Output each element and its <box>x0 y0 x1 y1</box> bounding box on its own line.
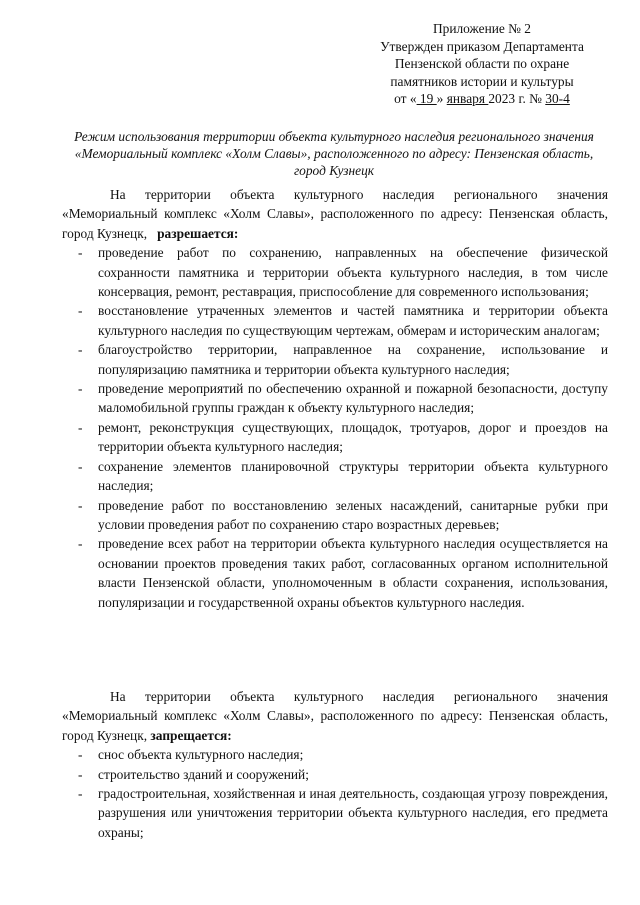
dash-bullet-icon: - <box>78 497 83 513</box>
prohibited-item-text: строительство зданий и сооружений; <box>98 766 309 782</box>
permitted-item-text: проведение работ по сохранению, направленных на обеспечение физической сохранности памятника и территории объекта культурного наследия, в том числе консервация, ремонт, реставрация, приспособление для современного использования; <box>98 245 608 300</box>
permitted-item-text: ремонт, реконструкция существующих, площадок, тротуаров, дорог и проездов на территории объекта культурного наследия; <box>98 419 608 455</box>
prohibited-intro <box>62 687 608 745</box>
approval-line: памятников истории и культуры <box>390 73 574 89</box>
prohibited-item <box>62 745 608 764</box>
prohibited-item-text: градостроительная, хозяйственная и иная деятельность, создающая угрозу повреждения, разрушения или уничтожения территории объекта культурного наследия, его предмета охраны; <box>98 786 608 840</box>
dash-bullet-icon: - <box>78 381 83 397</box>
permitted-section <box>62 185 608 612</box>
approval-stamp-block <box>360 20 604 108</box>
permitted-list <box>62 243 608 612</box>
permitted-item-text: благоустройство территории, направленное на сохранение, использование и популяризацию памятника и территории объекта культурного наследия; <box>98 342 608 377</box>
permitted-item <box>62 496 608 535</box>
dash-bullet-icon: - <box>78 766 83 782</box>
dash-bullet-icon: - <box>78 342 83 358</box>
permitted-intro-text: На территории объекта культурного наследия регионального значения «Мемориальный комплекс «Холм Славы», расположенного по адресу: Пензенская область, город Кузнецк, <box>62 187 608 241</box>
date-year: 2023 г. № <box>488 91 546 107</box>
date-prefix: от « <box>394 91 417 107</box>
dash-bullet-icon: - <box>78 419 83 435</box>
permitted-item <box>62 301 608 340</box>
date-month: января <box>446 91 489 107</box>
prohibited-item <box>62 784 608 842</box>
permitted-item-text: проведение работ по восстановлению зеленых насаждений, санитарные рубки при условии проведения работ по сохранению старо возрастных деревьев; <box>98 497 608 532</box>
permitted-item-text: восстановление утраченных элементов и частей памятника и территории объекта культурного наследия по существующим чертежам, обмерам и историческим аналогам; <box>98 303 608 338</box>
prohibited-item-text: снос объекта культурного наследия; <box>98 747 304 763</box>
dash-bullet-icon: - <box>78 536 83 552</box>
dash-bullet-icon: - <box>78 747 83 763</box>
date-day: 19 <box>416 91 437 107</box>
permitted-item <box>62 457 608 496</box>
permitted-item <box>62 243 608 301</box>
permitted-item <box>62 340 608 379</box>
prohibited-section <box>62 687 608 842</box>
document-title: Режим использования территории объекта культурного наследия регионального значения «Мемориальный комплекс «Холм Славы», расположенного по адресу: Пензенская область, город Кузнецк <box>74 129 594 179</box>
permitted-item <box>62 418 608 457</box>
dash-bullet-icon: - <box>78 786 83 802</box>
dash-bullet-icon: - <box>78 458 83 474</box>
prohibited-list <box>62 745 608 842</box>
permitted-item-text: проведение мероприятий по обеспечению охранной и пожарной безопасности, доступу маломобильной группы граждан к объекту культурного наследия; <box>98 381 608 416</box>
approval-line: Утвержден приказом Департамента <box>380 38 584 54</box>
order-number: 30-4 <box>545 91 570 107</box>
prohibited-item <box>62 765 608 784</box>
permitted-keyword: разрешается: <box>157 225 239 241</box>
permitted-item <box>62 379 608 418</box>
prohibited-intro-text: На территории объекта культурного наследия регионального значения «Мемориальный комплекс «Холм Славы», расположенного по адресу: Пензенская область, город Кузнецк, <box>62 689 608 743</box>
permitted-intro <box>62 185 608 243</box>
order-date-line <box>360 90 604 108</box>
approval-line: Пензенской области по охране <box>394 56 570 72</box>
dash-bullet-icon: - <box>78 245 83 261</box>
permitted-item-text: проведение всех работ на территории объекта культурного наследия осуществляется на основании проектов проведения таких работ, согласованных органом исполнительной власти Пензенской области, уполномоченным в области сохранения, использования, популяризации и государственной охраны объектов культурного наследия. <box>98 536 608 610</box>
appendix-number: Приложение № 2 <box>432 21 532 36</box>
dash-bullet-icon: - <box>78 303 83 319</box>
prohibited-keyword: запрещается: <box>150 727 232 743</box>
permitted-item <box>62 534 608 612</box>
date-mid: » <box>436 91 447 107</box>
permitted-item-text: сохранение элементов планировочной структуры территории объекта культурного наследия; <box>98 458 608 494</box>
